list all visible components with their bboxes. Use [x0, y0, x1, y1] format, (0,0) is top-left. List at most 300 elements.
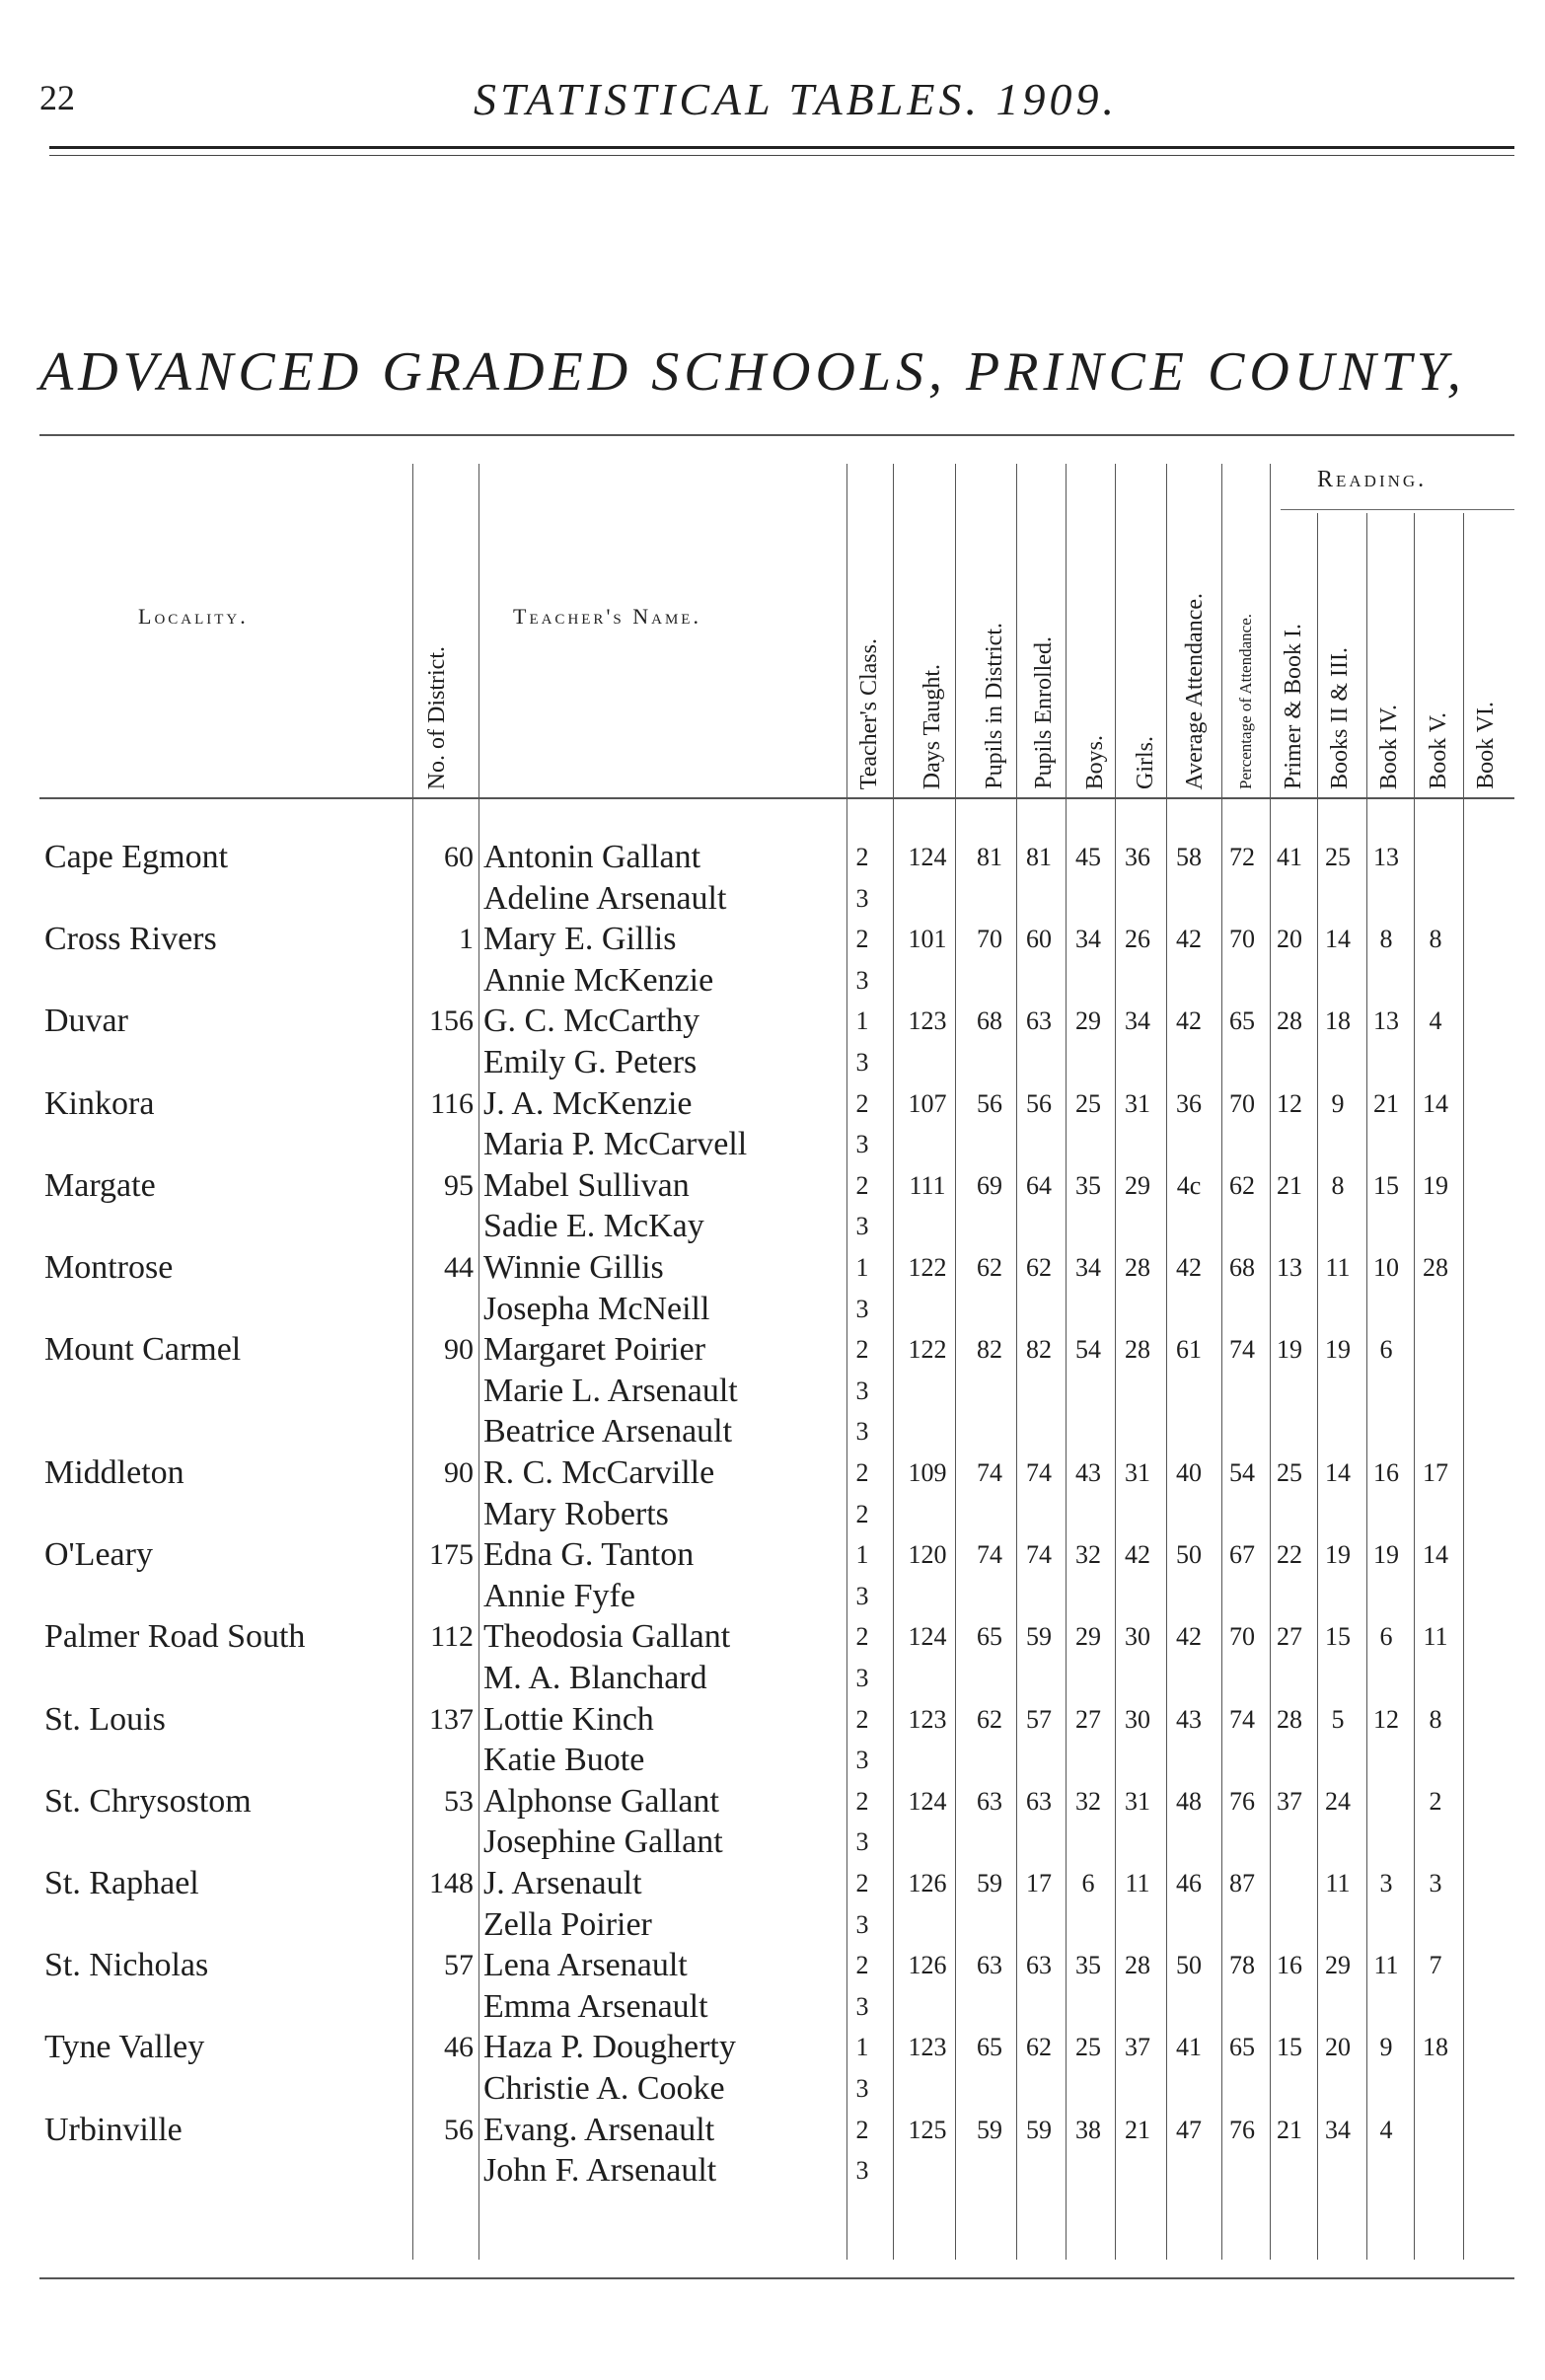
- teacher-class-cell: 3: [855, 1746, 869, 1775]
- stat-cell: 21: [1373, 1088, 1399, 1118]
- stat-cell: 19: [1423, 1170, 1448, 1200]
- column-rule: [478, 464, 479, 2260]
- teacher-class-cell: 3: [855, 883, 869, 913]
- locality-cell: Cape Egmont: [44, 839, 229, 875]
- teacher-class-cell: 2: [855, 1786, 869, 1816]
- teacher-class-cell: 3: [855, 1664, 869, 1692]
- locality-cell: St. Nicholas: [44, 1947, 209, 1984]
- stat-cell: 26: [1125, 925, 1150, 954]
- teacher-name-cell: Annie McKenzie: [483, 961, 714, 999]
- stat-cell: 120: [908, 1540, 947, 1570]
- teacher-class-cell: 2: [855, 1458, 869, 1487]
- stat-cell: 68: [977, 1006, 1002, 1036]
- header-pupils-enrolled: Pupils Enrolled.: [1031, 636, 1057, 789]
- teacher-class-cell: 2: [855, 1088, 869, 1118]
- teacher-class-cell: 2: [855, 925, 869, 954]
- stat-cell: 12: [1373, 1704, 1399, 1734]
- stat-cell: 43: [1075, 1458, 1101, 1487]
- locality-cell: Urbinville: [44, 2111, 183, 2148]
- header-book-5: Book V.: [1426, 712, 1451, 789]
- stat-cell: 6: [1379, 1335, 1393, 1365]
- reading-rule: [1281, 509, 1514, 510]
- stat-cell: 74: [1026, 1540, 1052, 1570]
- stat-cell: 22: [1277, 1540, 1302, 1570]
- stat-cell: 81: [1026, 843, 1052, 871]
- stat-cell: 126: [908, 1951, 947, 1980]
- stat-cell: 35: [1075, 1170, 1101, 1200]
- stat-cell: 60: [1026, 925, 1052, 954]
- stat-cell: 8: [1429, 1704, 1442, 1734]
- teacher-name-cell: Antonin Gallant: [483, 839, 701, 875]
- teacher-class-cell: 1: [855, 2033, 869, 2062]
- stat-cell: 125: [908, 2115, 947, 2144]
- district-cell: 137: [429, 1702, 474, 1736]
- teacher-name-cell: Alphonse Gallant: [483, 1782, 719, 1820]
- stat-cell: 82: [1026, 1335, 1052, 1365]
- teacher-name-cell: Christie A. Cooke: [483, 2070, 725, 2107]
- header-locality: Locality.: [138, 604, 249, 629]
- stat-cell: 6: [1379, 1622, 1393, 1652]
- stat-cell: 74: [977, 1458, 1002, 1487]
- district-cell: 112: [430, 1620, 474, 1654]
- stat-cell: 70: [1229, 925, 1255, 954]
- stat-cell: 25: [1325, 843, 1351, 871]
- stat-cell: 41: [1277, 843, 1302, 871]
- teacher-name-cell: Maria P. McCarvell: [483, 1126, 748, 1163]
- header-book-6: Book VI.: [1473, 702, 1499, 789]
- teacher-class-cell: 2: [855, 1951, 869, 1980]
- stat-cell: 70: [977, 925, 1002, 954]
- locality-cell: St. Louis: [44, 1700, 166, 1738]
- teacher-class-cell: 2: [855, 1499, 869, 1528]
- stat-cell: 56: [977, 1088, 1002, 1118]
- stat-cell: 59: [1026, 2115, 1052, 2144]
- teacher-name-cell: Josephine Gallant: [483, 1823, 723, 1861]
- stat-cell: 29: [1125, 1170, 1150, 1200]
- stat-cell: 42: [1176, 1622, 1202, 1652]
- district-cell: 90: [444, 1333, 474, 1367]
- locality-cell: Middleton: [44, 1454, 184, 1491]
- header-district: No. of District.: [424, 645, 450, 789]
- stat-cell: 41: [1176, 2033, 1202, 2062]
- stat-cell: 42: [1176, 1006, 1202, 1036]
- header-days: Days Taught.: [920, 663, 945, 789]
- stat-cell: 28: [1277, 1704, 1302, 1734]
- teacher-class-cell: 3: [855, 1130, 869, 1159]
- district-cell: 46: [444, 2031, 474, 2064]
- teacher-name-cell: M. A. Blanchard: [483, 1660, 707, 1696]
- stat-cell: 15: [1373, 1170, 1399, 1200]
- stat-cell: 56: [1026, 1088, 1052, 1118]
- table-top-rule: [39, 434, 1514, 436]
- locality-cell: Montrose: [44, 1249, 174, 1286]
- column-rule: [955, 464, 956, 2260]
- stat-cell: 57: [1026, 1704, 1052, 1734]
- teacher-class-cell: 2: [855, 1335, 869, 1365]
- stat-cell: 3: [1379, 1869, 1393, 1897]
- district-cell: 156: [429, 1004, 474, 1038]
- teacher-class-cell: 3: [855, 965, 869, 995]
- teacher-name-cell: Theodosia Gallant: [483, 1618, 731, 1656]
- column-rule: [1317, 513, 1318, 2260]
- column-rule: [1366, 513, 1367, 2260]
- header-avg-attendance: Average Attendance.: [1182, 592, 1208, 789]
- stat-cell: 82: [977, 1335, 1002, 1365]
- stat-cell: 123: [908, 2033, 947, 2062]
- teacher-class-cell: 3: [855, 1581, 869, 1610]
- section-title: ADVANCED GRADED SCHOOLS, PRINCE COUNTY,: [39, 341, 1466, 403]
- teacher-name-cell: Edna G. Tanton: [483, 1536, 695, 1574]
- stat-cell: 11: [1423, 1622, 1448, 1652]
- stat-cell: 17: [1423, 1458, 1448, 1487]
- stat-cell: 54: [1229, 1458, 1255, 1487]
- header-teacher-class: Teacher's Class.: [856, 637, 882, 789]
- teacher-class-cell: 3: [855, 2156, 869, 2186]
- stat-cell: 32: [1075, 1540, 1101, 1570]
- teacher-class-cell: 3: [855, 1376, 869, 1405]
- stat-cell: 20: [1325, 2033, 1351, 2062]
- stat-cell: 62: [1026, 2033, 1052, 2062]
- stat-cell: 65: [1229, 2033, 1255, 2062]
- stat-cell: 42: [1176, 1253, 1202, 1282]
- teacher-name-cell: Mabel Sullivan: [483, 1166, 690, 1204]
- locality-cell: O'Leary: [44, 1536, 153, 1574]
- stat-cell: 123: [908, 1704, 947, 1734]
- stat-cell: 11: [1325, 1869, 1351, 1897]
- teacher-name-cell: Emma Arsenault: [483, 1987, 708, 2025]
- stat-cell: 72: [1229, 843, 1255, 871]
- stat-cell: 4: [1379, 2115, 1393, 2144]
- district-cell: 1: [459, 923, 474, 956]
- header-books-2-3: Books II & III.: [1327, 647, 1353, 789]
- stat-cell: 27: [1075, 1704, 1101, 1734]
- stat-cell: 124: [908, 1786, 947, 1816]
- stat-cell: 29: [1075, 1622, 1101, 1652]
- teacher-name-cell: Winnie Gillis: [483, 1249, 664, 1286]
- locality-cell: Margate: [44, 1166, 156, 1204]
- district-cell: 56: [444, 2113, 474, 2146]
- stat-cell: 109: [908, 1458, 947, 1487]
- locality-cell: Cross Rivers: [44, 921, 217, 958]
- stat-cell: 63: [977, 1951, 1002, 1980]
- stat-cell: 2: [1429, 1786, 1442, 1816]
- stat-cell: 28: [1125, 1335, 1150, 1365]
- stat-cell: 19: [1373, 1540, 1399, 1570]
- teacher-class-cell: 2: [855, 1622, 869, 1652]
- header-teacher: Teacher's Name.: [513, 604, 701, 629]
- stat-cell: 29: [1075, 1006, 1101, 1036]
- header-primer: Primer & Book I.: [1281, 624, 1306, 789]
- stat-cell: 18: [1325, 1006, 1351, 1036]
- stat-cell: 19: [1325, 1540, 1351, 1570]
- stat-cell: 18: [1423, 2033, 1448, 2062]
- stat-cell: 34: [1075, 1253, 1101, 1282]
- stat-cell: 8: [1379, 925, 1393, 954]
- teacher-name-cell: Emily G. Peters: [483, 1044, 698, 1080]
- stat-cell: 11: [1325, 1253, 1351, 1282]
- stat-cell: 20: [1277, 925, 1302, 954]
- stat-cell: 76: [1229, 2115, 1255, 2144]
- stat-cell: 30: [1125, 1622, 1150, 1652]
- district-cell: 116: [430, 1086, 474, 1120]
- stat-cell: 11: [1125, 1869, 1150, 1897]
- running-title: STATISTICAL TABLES. 1909.: [474, 74, 1118, 124]
- stat-cell: 67: [1229, 1540, 1255, 1570]
- district-cell: 90: [444, 1456, 474, 1489]
- stat-cell: 74: [1026, 1458, 1052, 1487]
- stat-cell: 15: [1277, 2033, 1302, 2062]
- stat-cell: 50: [1176, 1951, 1202, 1980]
- stat-cell: 43: [1176, 1704, 1202, 1734]
- header-rule: [49, 146, 1514, 156]
- teacher-class-cell: 3: [855, 1827, 869, 1857]
- teacher-name-cell: Josepha McNeill: [483, 1290, 710, 1327]
- stat-cell: 48: [1176, 1786, 1202, 1816]
- teacher-name-cell: R. C. McCarville: [483, 1454, 715, 1491]
- page-number: 22: [39, 78, 75, 117]
- stat-cell: 14: [1423, 1540, 1448, 1570]
- column-rule: [1463, 513, 1464, 2260]
- stat-cell: 3: [1429, 1869, 1442, 1897]
- stat-cell: 7: [1429, 1951, 1442, 1980]
- locality-cell: Mount Carmel: [44, 1331, 242, 1369]
- teacher-class-cell: 1: [855, 1253, 869, 1282]
- stat-cell: 69: [977, 1170, 1002, 1200]
- teacher-name-cell: Annie Fyfe: [483, 1577, 635, 1614]
- stat-cell: 11: [1373, 1951, 1399, 1980]
- district-cell: 148: [429, 1867, 474, 1899]
- header-bottom-rule: [39, 797, 1514, 799]
- stat-cell: 28: [1125, 1253, 1150, 1282]
- stat-cell: 31: [1125, 1786, 1150, 1816]
- stat-cell: 8: [1429, 925, 1442, 954]
- stat-cell: 107: [908, 1088, 947, 1118]
- district-cell: 44: [444, 1251, 474, 1284]
- stat-cell: 123: [908, 1006, 947, 1036]
- stat-cell: 5: [1331, 1704, 1345, 1734]
- teacher-class-cell: 3: [855, 1048, 869, 1077]
- stat-cell: 4: [1429, 1006, 1442, 1036]
- stat-cell: 25: [1277, 1458, 1302, 1487]
- stat-cell: 6: [1081, 1869, 1095, 1897]
- table-bottom-rule: [39, 2277, 1514, 2279]
- stat-cell: 25: [1075, 1088, 1101, 1118]
- stat-cell: 76: [1229, 1786, 1255, 1816]
- locality-cell: St. Chrysostom: [44, 1782, 252, 1820]
- teacher-name-cell: Katie Buote: [483, 1742, 645, 1779]
- stat-cell: 64: [1026, 1170, 1052, 1200]
- teacher-class-cell: 1: [855, 1540, 869, 1570]
- teacher-name-cell: Marie L. Arsenault: [483, 1372, 738, 1409]
- teacher-name-cell: Zella Poirier: [483, 1905, 652, 1943]
- running-header: [39, 69, 1514, 128]
- stat-cell: 21: [1277, 2115, 1302, 2144]
- header-book-4: Book IV.: [1376, 704, 1402, 789]
- teacher-class-cell: 2: [855, 1704, 869, 1734]
- column-rule: [846, 464, 847, 2260]
- district-cell: 60: [444, 841, 474, 873]
- stat-cell: 16: [1277, 1951, 1302, 1980]
- stat-cell: 35: [1075, 1951, 1101, 1980]
- header-pupils-district: Pupils in District.: [982, 623, 1007, 789]
- teacher-name-cell: J. A. McKenzie: [483, 1084, 693, 1122]
- stat-cell: 65: [977, 2033, 1002, 2062]
- stat-cell: 31: [1125, 1458, 1150, 1487]
- stat-cell: 34: [1075, 925, 1101, 954]
- stat-cell: 4c: [1176, 1170, 1202, 1200]
- stat-cell: 12: [1277, 1088, 1302, 1118]
- stat-cell: 19: [1277, 1335, 1302, 1365]
- locality-cell: St. Raphael: [44, 1865, 199, 1901]
- stat-cell: 126: [908, 1869, 947, 1897]
- stat-cell: 63: [977, 1786, 1002, 1816]
- header-girls: Girls.: [1133, 736, 1158, 789]
- stat-cell: 62: [977, 1704, 1002, 1734]
- stat-cell: 74: [977, 1540, 1002, 1570]
- stat-cell: 124: [908, 1622, 947, 1652]
- district-cell: 57: [444, 1949, 474, 1982]
- stat-cell: 36: [1176, 1088, 1202, 1118]
- stat-cell: 34: [1125, 1006, 1150, 1036]
- teacher-class-cell: 2: [855, 1170, 869, 1200]
- district-cell: 175: [429, 1538, 474, 1572]
- header-reading: Reading.: [1317, 467, 1428, 492]
- stat-cell: 58: [1176, 843, 1202, 871]
- stat-cell: 81: [977, 843, 1002, 871]
- stat-cell: 31: [1125, 1088, 1150, 1118]
- stat-cell: 14: [1423, 1088, 1448, 1118]
- teacher-class-cell: 3: [855, 1417, 869, 1447]
- locality-cell: Duvar: [44, 1003, 128, 1040]
- stat-cell: 27: [1277, 1622, 1302, 1652]
- stat-cell: 28: [1277, 1006, 1302, 1036]
- stat-cell: 13: [1373, 1006, 1399, 1036]
- stat-cell: 28: [1423, 1253, 1448, 1282]
- stat-cell: 14: [1325, 1458, 1351, 1487]
- stat-cell: 9: [1379, 2033, 1393, 2062]
- stat-cell: 59: [1026, 1622, 1052, 1652]
- stat-cell: 63: [1026, 1786, 1052, 1816]
- stat-cell: 28: [1125, 1951, 1150, 1980]
- teacher-class-cell: 1: [855, 1006, 869, 1036]
- stat-cell: 8: [1331, 1170, 1345, 1200]
- teacher-name-cell: Adeline Arsenault: [483, 879, 727, 917]
- stat-cell: 17: [1026, 1869, 1052, 1897]
- teacher-class-cell: 3: [855, 1909, 869, 1939]
- teacher-name-cell: Haza P. Dougherty: [483, 2029, 736, 2066]
- stat-cell: 70: [1229, 1622, 1255, 1652]
- teacher-name-cell: John F. Arsenault: [483, 2152, 717, 2190]
- stat-cell: 42: [1125, 1540, 1150, 1570]
- stat-cell: 50: [1176, 1540, 1202, 1570]
- teacher-name-cell: G. C. McCarthy: [483, 1003, 700, 1040]
- stat-cell: 13: [1373, 843, 1399, 871]
- stat-cell: 59: [977, 2115, 1002, 2144]
- stat-cell: 37: [1277, 1786, 1302, 1816]
- stat-cell: 38: [1075, 2115, 1101, 2144]
- teacher-name-cell: Lottie Kinch: [483, 1700, 654, 1738]
- stat-cell: 9: [1331, 1088, 1345, 1118]
- stat-cell: 47: [1176, 2115, 1202, 2144]
- district-cell: 95: [444, 1168, 474, 1202]
- teacher-name-cell: Mary E. Gillis: [483, 921, 677, 958]
- teacher-name-cell: Margaret Poirier: [483, 1331, 706, 1369]
- locality-cell: Palmer Road South: [44, 1618, 306, 1656]
- district-cell: 53: [444, 1784, 474, 1818]
- teacher-class-cell: 3: [855, 1294, 869, 1323]
- stat-cell: 122: [908, 1335, 947, 1365]
- stat-cell: 24: [1325, 1786, 1351, 1816]
- stat-cell: 36: [1125, 843, 1150, 871]
- stat-cell: 29: [1325, 1951, 1351, 1980]
- header-boys: Boys.: [1082, 734, 1108, 789]
- stat-cell: 16: [1373, 1458, 1399, 1487]
- stat-cell: 13: [1277, 1253, 1302, 1282]
- header-pct-attendance: Percentage of Attendance.: [1236, 614, 1255, 789]
- stat-cell: 10: [1373, 1253, 1399, 1282]
- stat-cell: 62: [977, 1253, 1002, 1282]
- stat-cell: 101: [908, 925, 947, 954]
- stat-cell: 59: [977, 1869, 1002, 1897]
- column-rule: [893, 464, 894, 2260]
- column-rule: [1414, 513, 1415, 2260]
- teacher-name-cell: Beatrice Arsenault: [483, 1413, 733, 1450]
- stat-cell: 63: [1026, 1951, 1052, 1980]
- stat-cell: 15: [1325, 1622, 1351, 1652]
- stat-cell: 14: [1325, 925, 1351, 954]
- teacher-name-cell: Mary Roberts: [483, 1495, 669, 1532]
- locality-cell: Kinkora: [44, 1084, 155, 1122]
- stat-cell: 111: [909, 1170, 946, 1200]
- teacher-name-cell: Lena Arsenault: [483, 1947, 688, 1984]
- stat-cell: 122: [908, 1253, 947, 1282]
- stat-cell: 30: [1125, 1704, 1150, 1734]
- stat-cell: 65: [1229, 1006, 1255, 1036]
- teacher-class-cell: 3: [855, 1991, 869, 2021]
- stat-cell: 45: [1075, 843, 1101, 871]
- stat-cell: 62: [1229, 1170, 1255, 1200]
- teacher-class-cell: 3: [855, 1212, 869, 1241]
- stat-cell: 87: [1229, 1869, 1255, 1897]
- teacher-name-cell: Sadie E. McKay: [483, 1208, 704, 1245]
- stat-cell: 74: [1229, 1704, 1255, 1734]
- stat-cell: 46: [1176, 1869, 1202, 1897]
- stat-cell: 19: [1325, 1335, 1351, 1365]
- stat-cell: 61: [1176, 1335, 1202, 1365]
- stat-cell: 124: [908, 843, 947, 871]
- stat-cell: 65: [977, 1622, 1002, 1652]
- stat-cell: 62: [1026, 1253, 1052, 1282]
- locality-cell: Tyne Valley: [44, 2029, 205, 2066]
- stat-cell: 63: [1026, 1006, 1052, 1036]
- stat-cell: 70: [1229, 1088, 1255, 1118]
- stat-cell: 74: [1229, 1335, 1255, 1365]
- teacher-class-cell: 2: [855, 843, 869, 871]
- stat-cell: 54: [1075, 1335, 1101, 1365]
- stat-cell: 25: [1075, 2033, 1101, 2062]
- teacher-class-cell: 2: [855, 1869, 869, 1897]
- teacher-class-cell: 2: [855, 2115, 869, 2144]
- stat-cell: 34: [1325, 2115, 1351, 2144]
- teacher-name-cell: Evang. Arsenault: [483, 2111, 715, 2148]
- teacher-class-cell: 3: [855, 2074, 869, 2103]
- stat-cell: 78: [1229, 1951, 1255, 1980]
- stat-cell: 21: [1125, 2115, 1150, 2144]
- teacher-name-cell: J. Arsenault: [483, 1865, 642, 1901]
- stat-cell: 68: [1229, 1253, 1255, 1282]
- stat-cell: 42: [1176, 925, 1202, 954]
- stat-cell: 37: [1125, 2033, 1150, 2062]
